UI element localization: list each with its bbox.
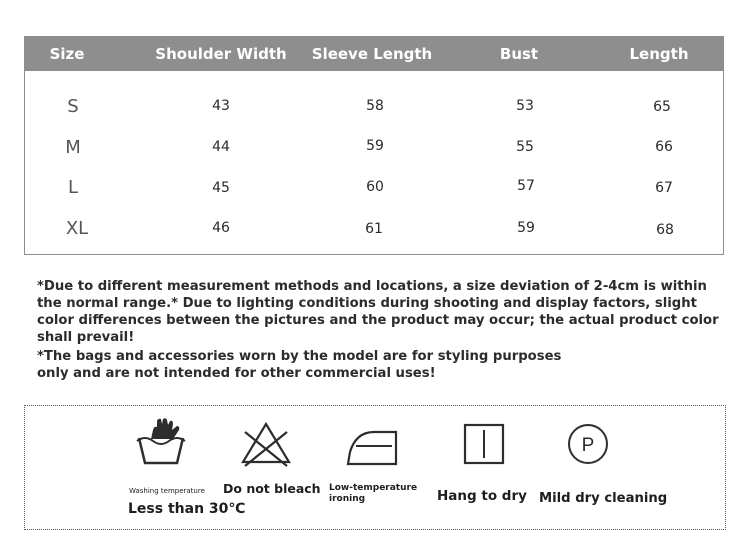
dry-clean-icon — [566, 422, 610, 466]
dry-clean-letter: P — [581, 435, 595, 456]
cell-bust: 57 — [517, 178, 535, 194]
cell-length: 65 — [653, 99, 671, 115]
cell-shoulder: 44 — [212, 139, 230, 155]
header-length: Length — [629, 45, 689, 63]
note-line: color differences between the pictures and the product may occur; the actual product color — [37, 313, 719, 328]
cell-size: M — [65, 137, 81, 158]
header-shoulder-width: Shoulder Width — [155, 45, 287, 63]
cell-bust: 53 — [516, 98, 534, 114]
hang-dry-icon — [462, 422, 508, 468]
cell-sleeve: 59 — [366, 138, 384, 154]
cell-length: 67 — [655, 180, 673, 196]
hang-dry-label: Hang to dry — [437, 488, 527, 504]
table-header — [25, 37, 723, 71]
iron-icon — [344, 426, 400, 468]
washing-temp-value: Less than 30℃ — [128, 501, 246, 517]
hand-wash-icon — [135, 416, 189, 468]
dry-clean-label: Mild dry cleaning — [539, 491, 668, 506]
ironing-label — [329, 483, 417, 505]
cell-sleeve: 61 — [365, 221, 383, 237]
note-line: *The bags and accessories worn by the model are for styling purposes — [37, 349, 562, 364]
header-sleeve-length: Sleeve Length — [311, 45, 433, 63]
cell-sleeve: 60 — [366, 179, 384, 195]
cell-shoulder: 45 — [212, 180, 230, 196]
header-size: Size — [49, 45, 85, 63]
size-table — [24, 36, 724, 255]
cell-bust: 59 — [517, 220, 535, 236]
cell-size: S — [67, 96, 79, 117]
washing-temp-label: Washing temperature — [129, 487, 205, 495]
cell-size: XL — [65, 218, 89, 239]
cell-bust: 55 — [516, 139, 534, 155]
cell-length: 66 — [655, 139, 673, 155]
note-line: shall prevail! — [37, 330, 135, 345]
note-line: the normal range.* Due to lighting conditions during shooting and display factors, slight — [37, 296, 697, 311]
no-bleach-icon — [239, 420, 293, 468]
ironing-label-line: ironing — [329, 494, 366, 504]
header-bust: Bust — [499, 45, 539, 63]
cell-sleeve: 58 — [366, 98, 384, 114]
bleach-label: Do not bleach — [223, 481, 321, 496]
cell-shoulder: 46 — [212, 220, 230, 236]
cell-length: 68 — [656, 222, 674, 238]
cell-shoulder: 43 — [212, 98, 230, 114]
care-instructions — [24, 405, 726, 530]
note-line: *Due to different measurement methods and locations, a size deviation of 2-4cm is within — [37, 279, 707, 294]
cell-size: L — [67, 177, 79, 198]
ironing-label-line: Low-temperature — [329, 483, 418, 493]
note-line: only and are not intended for other commercial uses! — [37, 366, 436, 381]
